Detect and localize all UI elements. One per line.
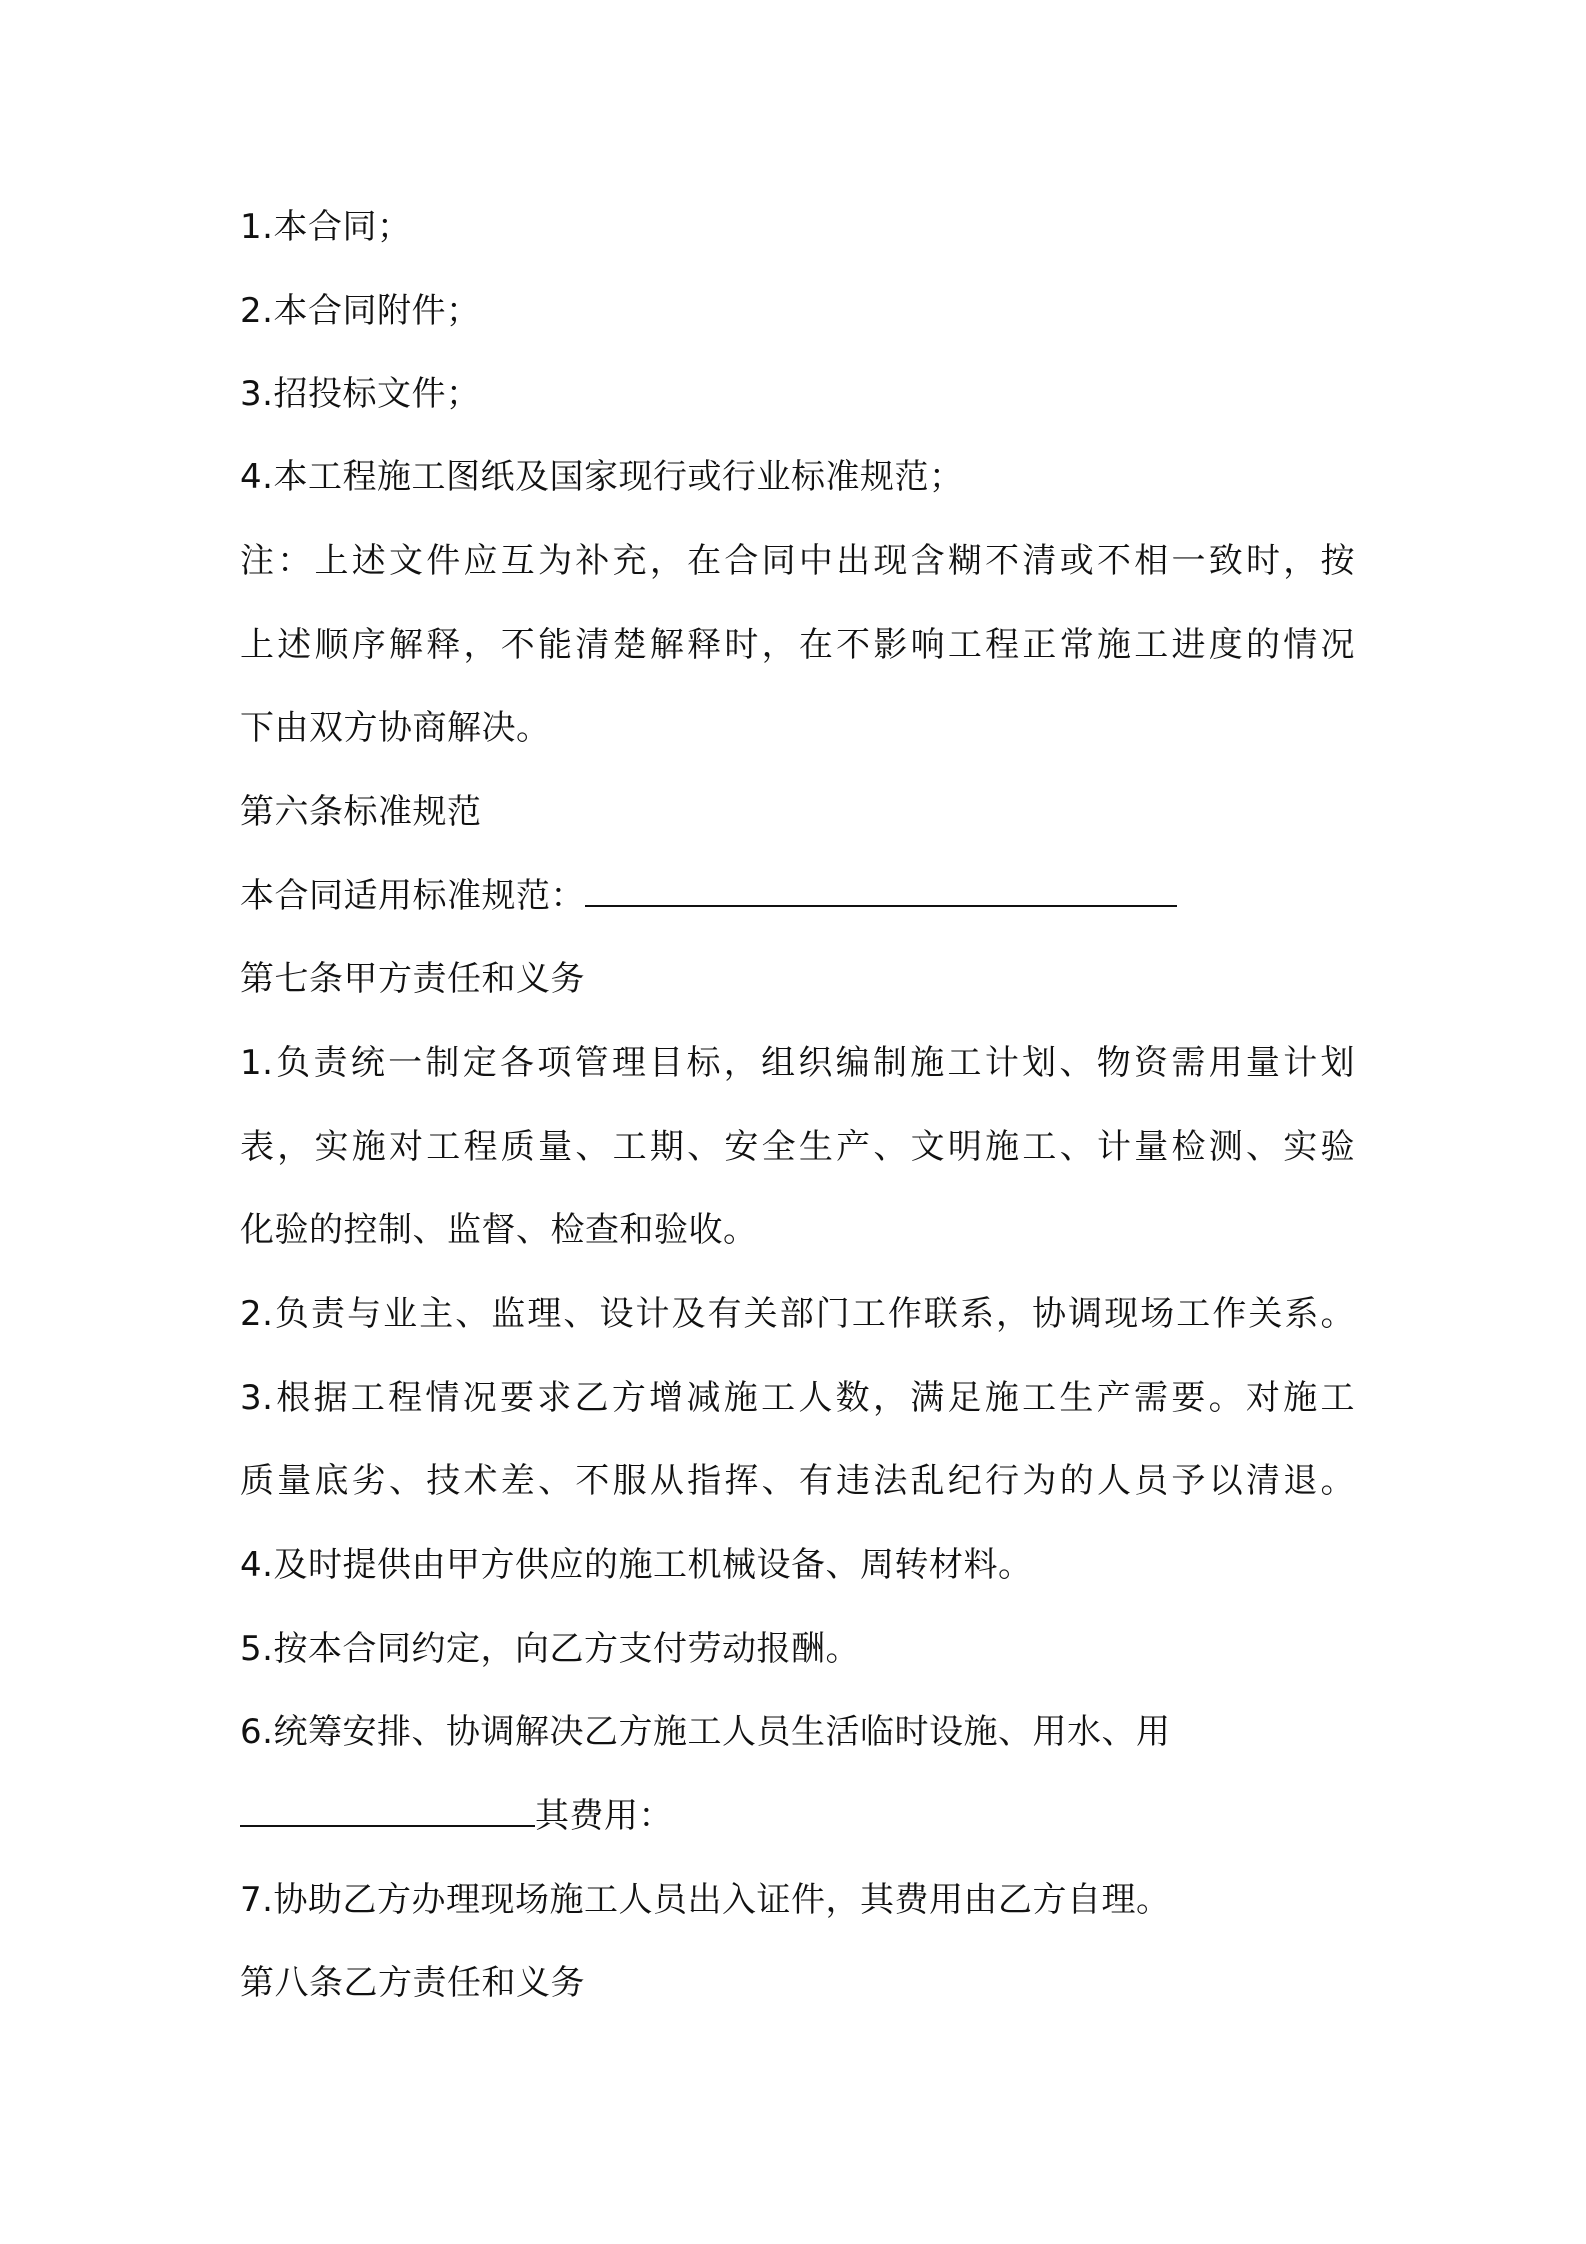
- list-item: 6.统筹安排、协调解决乙方施工人员生活临时设施、用水、用: [240, 1712, 1171, 1752]
- note-paragraph-line: 注：上述文件应互为补充，在合同中出现含糊不清或不相一致时，按: [240, 541, 1355, 581]
- section-heading: 第六条标准规范: [240, 792, 482, 832]
- paragraph-line: 3.根据工程情况要求乙方增减施工人数，满足施工生产需要。对施工: [240, 1378, 1355, 1418]
- section-heading: 第八条乙方责任和义务: [240, 1963, 585, 2003]
- standards-fill-blank: [585, 875, 1177, 907]
- list-item: 1.本合同；: [240, 207, 412, 247]
- list-item: 5.按本合同约定，向乙方支付劳动报酬。: [240, 1629, 860, 1669]
- standards-line: [240, 875, 1177, 917]
- paragraph-line: 1.负责统一制定各项管理目标，组织编制施工计划、物资需用量计划: [240, 1043, 1355, 1083]
- list-item: 7.协助乙方办理现场施工人员出入证件，其费用由乙方自理。: [240, 1880, 1171, 1920]
- standards-label: 本合同适用标准规范：: [240, 876, 585, 916]
- note-paragraph-line: 上述顺序解释，不能清楚解释时，在不影响工程正常施工进度的情况: [240, 625, 1355, 665]
- list-item: 4.及时提供由甲方供应的施工机械设备、周转材料。: [240, 1545, 1033, 1585]
- cost-line: [240, 1795, 673, 1837]
- cost-fill-blank: [240, 1795, 535, 1827]
- list-item: 4.本工程施工图纸及国家现行或行业标准规范；: [240, 457, 964, 497]
- paragraph-line: 表，实施对工程质量、工期、安全生产、文明施工、计量检测、实验: [240, 1127, 1355, 1167]
- list-item: 3.招投标文件；: [240, 374, 481, 414]
- paragraph-line: 质量底劣、技术差、不服从指挥、有违法乱纪行为的人员予以清退。: [240, 1461, 1355, 1501]
- note-paragraph-line: 下由双方协商解决。: [240, 708, 551, 748]
- list-item: 2.本合同附件；: [240, 291, 481, 331]
- cost-label: 其费用：: [535, 1796, 673, 1836]
- section-heading: 第七条甲方责任和义务: [240, 959, 585, 999]
- paragraph-line: 化验的控制、监督、检查和验收。: [240, 1210, 758, 1250]
- list-item: 2.负责与业主、监理、设计及有关部门工作联系，协调现场工作关系。: [240, 1294, 1355, 1334]
